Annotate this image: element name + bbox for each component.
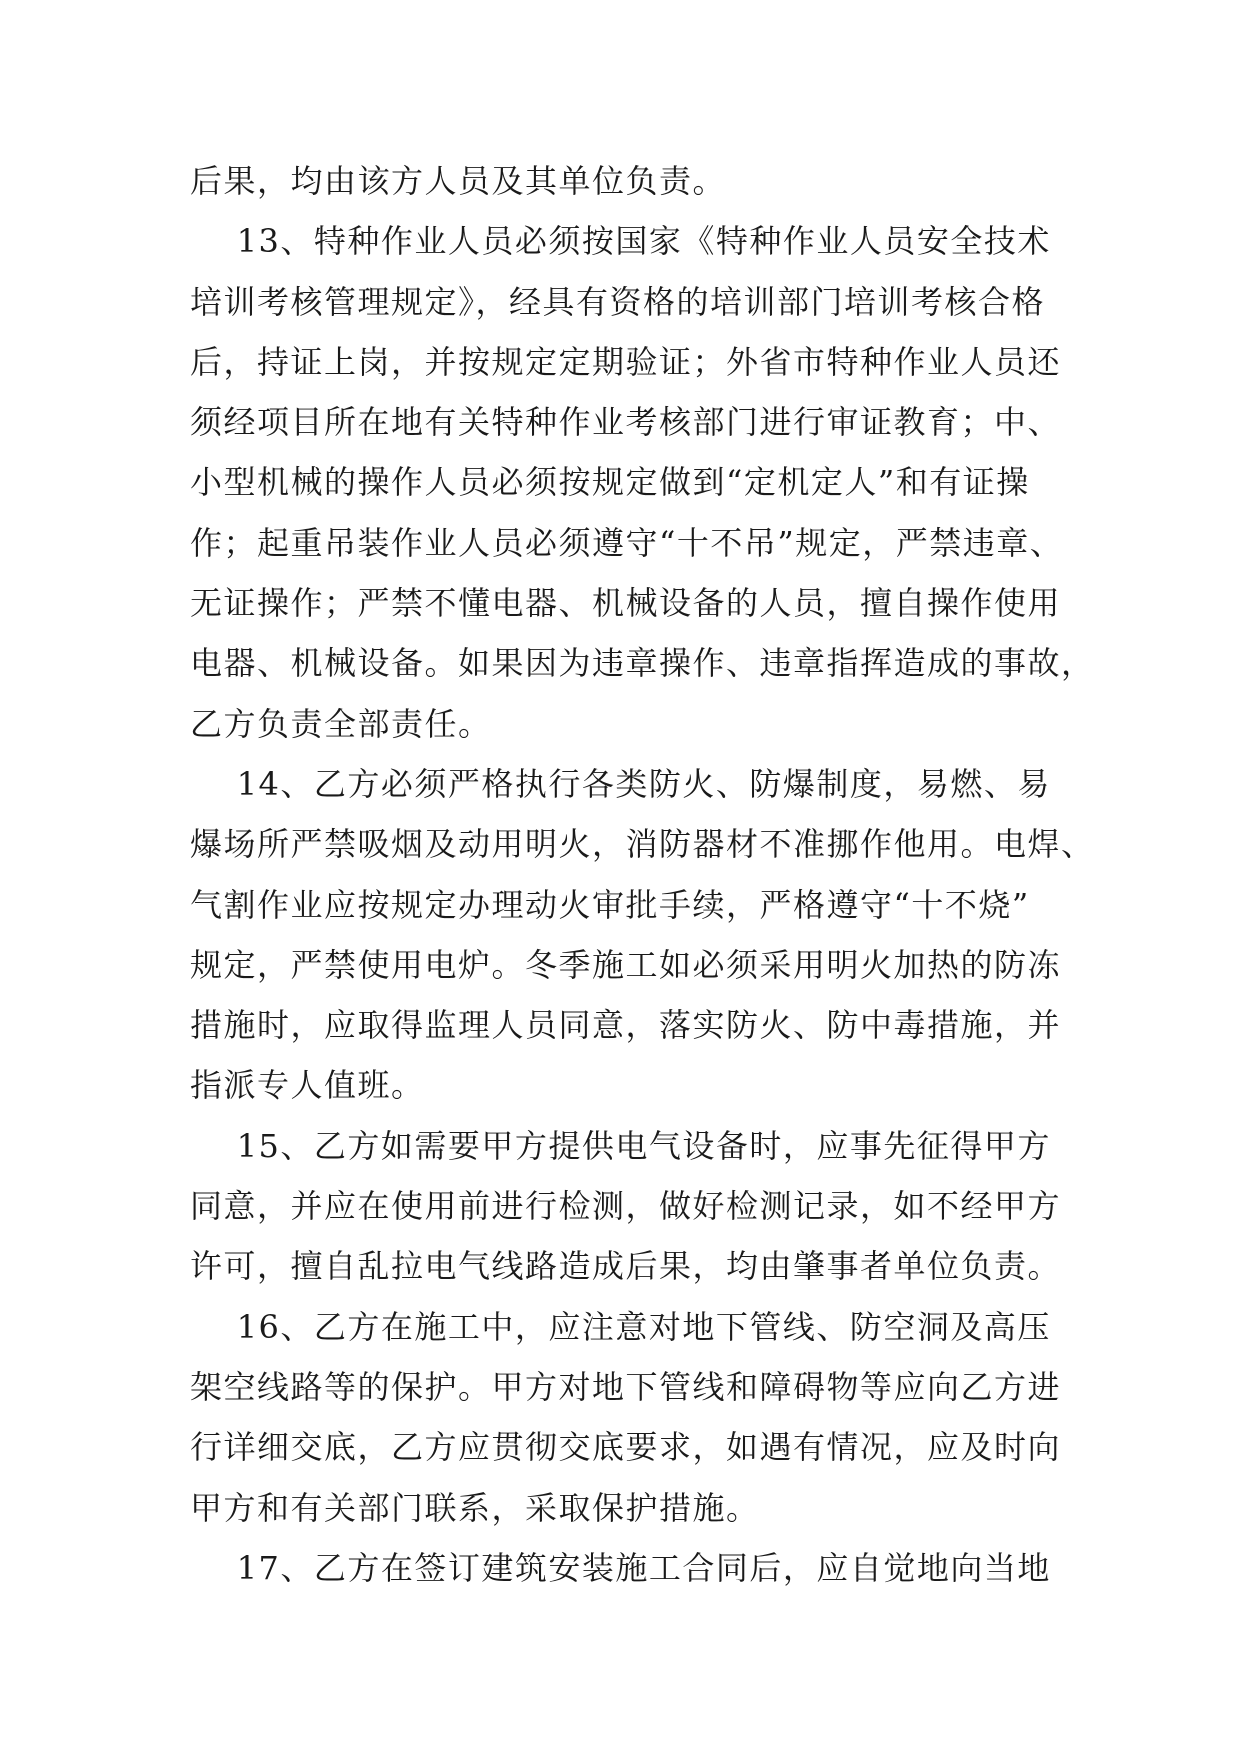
text-line: 规定，严禁使用电炉。冬季施工如必须采用明火加热的防冻 [190,945,1062,984]
text-line: 爆场所严禁吸烟及动用明火，消防器材不准挪作他用。电焊、 [190,825,1095,864]
text-line: 作；起重吊装作业人员必须遵守“十不吊”规定，严禁违章、 [190,523,1064,562]
text-line: 小型机械的操作人员必须按规定做到“定机定人”和有证操 [190,463,1030,502]
text-line: 16、乙方在施工中，应注意对地下管线、防空洞及高压 [190,1307,1051,1346]
text-line: 须经项目所在地有关特种作业考核部门进行审证教育；中、 [190,403,1062,442]
text-line: 后，持证上岗，并按规定定期验证；外省市特种作业人员还 [190,342,1062,381]
text-line: 甲方和有关部门联系，采取保护措施。 [190,1488,760,1527]
text-line: 17、乙方在签订建筑安装施工合同后，应自觉地向当地 [190,1548,1051,1587]
text-line: 乙方负责全部责任。 [190,704,492,743]
text-line: 架空线路等的保护。甲方对地下管线和障碍物等应向乙方进 [190,1367,1062,1406]
text-line: 指派专人值班。 [190,1066,425,1105]
text-line: 13、特种作业人员必须按国家《特种作业人员安全技术 [190,222,1051,261]
text-line: 培训考核管理规定》，经具有资格的培训部门培训考核合格 [190,282,1046,321]
text-line: 措施时，应取得监理人员同意，落实防火、防中毒措施，并 [190,1006,1062,1045]
text-line: 电器、机械设备。如果因为违章操作、违章指挥造成的事故， [190,644,1095,683]
text-line: 行详细交底，乙方应贯彻交底要求，如遇有情况，应及时向 [190,1428,1062,1467]
text-line: 无证操作；严禁不懂电器、机械设备的人员，擅自操作使用 [190,584,1062,623]
text-line: 14、乙方必须严格执行各类防火、防爆制度，易燃、易 [190,764,1051,803]
text-line: 气割作业应按规定办理动火审批手续，严格遵守“十不烧” [190,885,1030,924]
document-body [190,151,1095,1598]
text-line: 后果，均由该方人员及其单位负责。 [190,162,727,200]
text-line: 15、乙方如需要甲方提供电气设备时，应事先征得甲方 [190,1126,1051,1165]
text-line: 同意，并应在使用前进行检测，做好检测记录，如不经甲方 [190,1187,1062,1226]
text-line: 许可，擅自乱拉电气线路造成后果，均由肇事者单位负责。 [190,1247,1062,1286]
